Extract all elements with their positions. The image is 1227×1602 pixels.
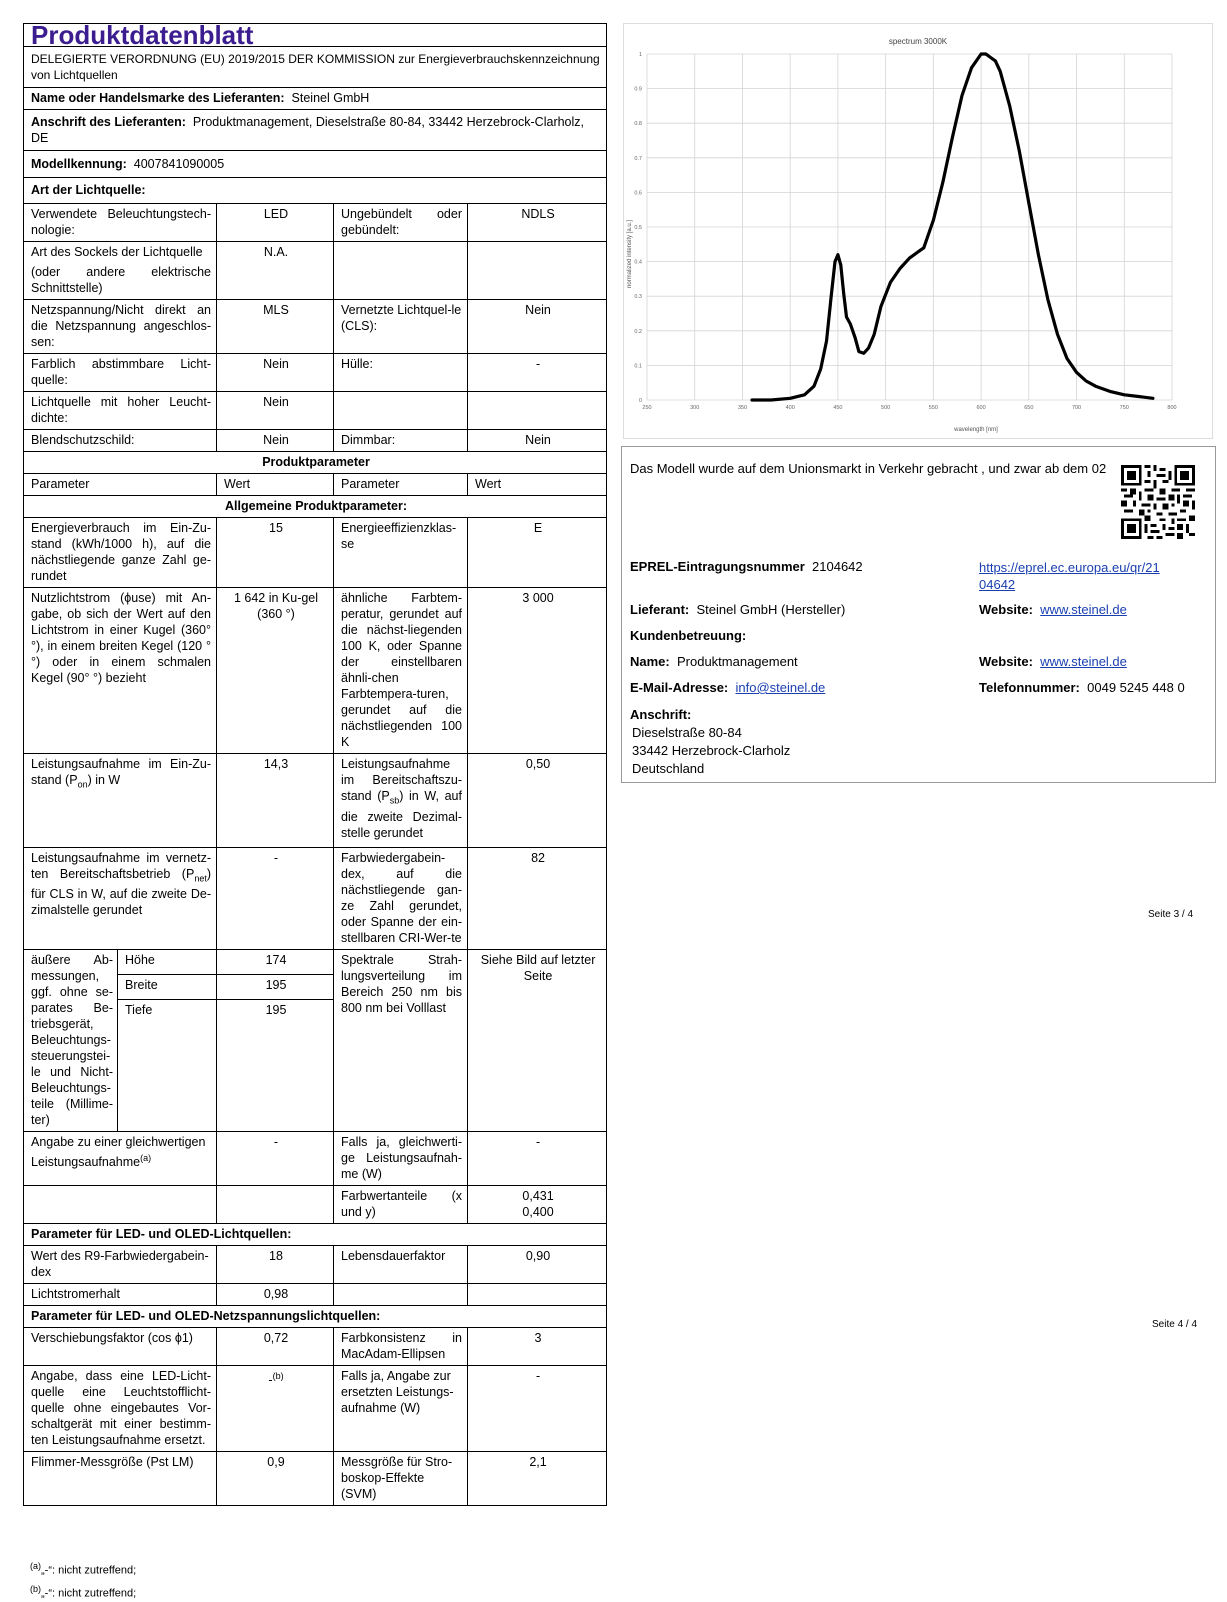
cfl-value-text: -	[268, 1372, 273, 1387]
socket-label	[24, 242, 217, 300]
depth-value: 195	[217, 999, 334, 1131]
page-number-3: Seite 3 / 4	[1148, 909, 1194, 920]
empty-cell	[468, 242, 607, 300]
bundled-value: NDLS	[468, 204, 607, 242]
cfl-label: Angabe, dass eine LED-Licht-quelle eine Leuchtstofflicht-quelle ohne eingebautes Vor-schaltgerät mit einer bestimm-ten Leistungsaufnahme ersetzt.	[24, 1365, 217, 1451]
supplier-info-row	[630, 602, 845, 617]
energy-value: 15	[217, 518, 334, 588]
strobe-value: 2,1	[468, 1451, 607, 1505]
data-sheet-table	[23, 20, 607, 1506]
model-label: Modellkennung:	[31, 157, 127, 171]
sheet-title: Produktdatenblatt	[24, 24, 607, 47]
footnote-b	[30, 1580, 136, 1602]
bundled-label: Ungebündelt oder gebündelt:	[334, 204, 468, 242]
empty-cell	[24, 1185, 217, 1223]
footnote-b-mark: (b)	[30, 1583, 41, 1594]
x-tick-label: 250	[642, 405, 652, 411]
strobe-label: Messgröße für Stro-boskop-Effekte (SVM)	[334, 1451, 468, 1505]
psb-label-unit: ) in W, auf die zweite Dezimal-stelle gerundet	[341, 789, 462, 840]
website-row	[979, 602, 1127, 617]
life-value: 0,90	[468, 1245, 607, 1283]
address-value: Produktmanagement, Dieselstraße 80-84, 33442 Herzebrock-Clarholz, DE	[31, 115, 585, 145]
equiv2-label: Falls ja, gleichwerti-ge Leistungsaufnah-me (W)	[334, 1131, 468, 1185]
x-tick-label: 550	[928, 405, 938, 411]
luminance-label: Lichtquelle mit hoher Leucht-dichte:	[24, 392, 217, 430]
model-value: 4007841090005	[133, 157, 225, 171]
supplier-row	[24, 88, 607, 110]
flux-label: Nutzlichtstrom (ϕuse) mit An-gabe, ob sich der Wert auf den Lichtstrom in einer Kugel (360° °), in einem breiten Kegel (120 °°) oder in einem schmalen Kegel (90° °) bezieht	[24, 588, 217, 754]
macadam-value: 3	[468, 1327, 607, 1365]
lieferant-label: Lieferant:	[630, 602, 690, 617]
y-tick-label: 0.3	[634, 294, 642, 301]
y-tick-label: 0.7	[634, 155, 642, 162]
flux-value: 1 642 in Ku-gel (360 °)	[217, 588, 334, 754]
empty-cell	[334, 392, 468, 430]
cri-value: 82	[468, 847, 607, 949]
chroma-y: 0,400	[522, 1204, 554, 1219]
pnet-value: -	[217, 847, 334, 949]
mains-label: Netzspannung/Nicht direkt an die Netzspannung angeschlos-sen:	[24, 300, 217, 354]
website2-link[interactable]: www.steinel.de	[1040, 654, 1127, 669]
address-heading: Anschrift:	[630, 707, 692, 722]
cct-value: 3 000	[468, 588, 607, 754]
address-line3: Deutschland	[632, 761, 705, 776]
x-tick-label: 700	[1071, 405, 1082, 411]
eprel-link[interactable]	[979, 559, 1160, 593]
col-header-value: Wert	[217, 474, 334, 496]
email-link[interactable]: info@steinel.de	[735, 680, 826, 695]
mains-params-heading: Parameter für LED- und OLED-Netzspannungslichtquellen:	[24, 1305, 607, 1327]
dimm-label: Dimmbar:	[334, 430, 468, 452]
r9-label: Wert des R9-Farbwiedergabein-dex	[24, 1245, 217, 1283]
website-link[interactable]: www.steinel.de	[1040, 602, 1127, 617]
pnet-label-unit: ) für CLS in W, auf die zweite De-zimalstelle gerundet	[31, 866, 211, 917]
page-number-4: Seite 4 / 4	[1152, 1319, 1198, 1330]
chroma-value	[468, 1185, 607, 1223]
x-tick-label: 650	[1024, 405, 1034, 411]
tunable-label: Farblich abstimmbare Licht-quelle:	[24, 354, 217, 392]
address-label: Anschrift des Lieferanten:	[31, 115, 186, 129]
glare-value: Nein	[217, 430, 334, 452]
x-axis-label: wavelength [nm]	[954, 427, 998, 433]
led-params-heading: Parameter für LED- und OLED-Lichtquellen:	[24, 1223, 607, 1245]
eprel-label: EPREL-Eintragungsnummer	[630, 559, 805, 574]
product-data-sheet	[23, 20, 606, 1506]
empty-cell	[334, 242, 468, 300]
col-header-value: Wert	[468, 474, 607, 496]
footnote-a-ref: (a)	[140, 1152, 152, 1163]
pnet-subscript: net	[194, 873, 207, 883]
model-row	[24, 151, 607, 178]
chart-gridlines	[647, 54, 1172, 400]
psb-subscript: sb	[389, 795, 400, 806]
depth-label: Tiefe	[118, 999, 217, 1131]
footnote-b-text: „-“: nicht zutreffend;	[41, 1587, 137, 1600]
pon-label-text: Leistungsaufnahme im Ein-Zu-stand (P	[31, 757, 211, 787]
regulation-text: DELEGIERTE VERORDNUNG (EU) 2019/2015 DER KOMMISSION zur Energieverbrauchskennzeichnung von Lichtquellen	[24, 47, 607, 88]
source-type-label: Art der Lichtquelle:	[24, 178, 607, 204]
website-label: Website:	[979, 602, 1033, 617]
email-row	[630, 680, 825, 695]
energy-label: Energieverbrauch im Ein-Zu-stand (kWh/1000 h), auf die nächstliegende ganze Zahl ge-rundet	[24, 518, 217, 588]
spectrum-chart-svg	[624, 24, 1212, 438]
website2-row	[979, 654, 1127, 669]
market-text: Das Modell wurde auf dem Unionsmarkt in Verkehr gebracht , und zwar ab dem 02	[630, 461, 1107, 476]
pon-value: 14,3	[217, 754, 334, 848]
mains-value: MLS	[217, 300, 334, 354]
product-params-heading: Produktparameter	[24, 452, 607, 474]
address-line1: Dieselstraße 80-84	[632, 725, 742, 740]
y-tick-label: 0.6	[634, 190, 642, 197]
chart-tick-labels	[634, 52, 1176, 411]
general-params-heading: Allgemeine Produktparameter:	[24, 496, 607, 518]
name-label: Name:	[630, 654, 670, 669]
luminance-value: Nein	[217, 392, 334, 430]
spectrum-label: Spektrale Strah-lungsverteilung im Bereich 250 nm bis 800 nm bei Volllast	[334, 949, 468, 1131]
footnotes	[30, 1557, 136, 1602]
tunable-value: Nein	[217, 354, 334, 392]
y-tick-label: 0.5	[634, 225, 642, 231]
x-tick-label: 800	[1167, 405, 1177, 411]
x-tick-label: 350	[737, 405, 748, 411]
cls-value: Nein	[468, 300, 607, 354]
eprel-value: 2104642	[812, 559, 863, 574]
lieferant-value: Steinel GmbH (Hersteller)	[696, 602, 846, 617]
customer-service-label: Kundenbetreuung:	[630, 628, 747, 643]
chart-title: spectrum 3000K	[888, 37, 948, 46]
empty-cell	[334, 1283, 468, 1305]
equiv-label-text: Angabe zu einer gleichwertigen Leistungsaufnahme	[31, 1134, 206, 1169]
address-block	[630, 706, 790, 778]
cfl2-value: -	[468, 1365, 607, 1451]
supplier-label: Name oder Handelsmarke des Lieferanten:	[31, 91, 285, 105]
height-label: Höhe	[118, 949, 217, 974]
pf-label: Verschiebungsfaktor (cos ϕ1)	[24, 1327, 217, 1365]
empty-cell	[468, 392, 607, 430]
flicker-label: Flimmer-Messgröße (Pst LM)	[24, 1451, 217, 1505]
x-tick-label: 750	[1119, 405, 1129, 411]
col-header-param: Parameter	[334, 474, 468, 496]
pf-value: 0,72	[217, 1327, 334, 1365]
cfl2-label: Falls ja, Angabe zur ersetzten Leistungs-aufnahme (W)	[334, 1365, 468, 1451]
spectrum-chart	[623, 23, 1213, 439]
macadam-label: Farbkonsistenz in MacAdam-Ellipsen	[334, 1327, 468, 1365]
dimm-value: Nein	[468, 430, 607, 452]
eclass-value: E	[468, 518, 607, 588]
tech-label: Verwendete Beleuchtungstech-nologie:	[24, 204, 217, 242]
y-tick-label: 0.4	[634, 259, 642, 266]
eclass-label: Energieeffizienzklas-se	[334, 518, 468, 588]
website2-label: Website:	[979, 654, 1033, 669]
width-value: 195	[217, 974, 334, 999]
qr-code[interactable]	[1121, 465, 1195, 539]
pnet-label	[24, 847, 217, 949]
eprel-link-line2[interactable]: 04642	[979, 577, 1016, 592]
phone-row	[979, 680, 1185, 695]
cri-label: Farbwiedergabein-dex, auf die nächstliegende gan-ze Zahl gerundet, oder Spanne der ein-stellbaren CRI-Wer-te	[334, 847, 468, 949]
footnote-b-ref: (b)	[272, 1370, 284, 1381]
phone-value: 0049 5245 448 0	[1087, 680, 1185, 695]
address-row	[24, 110, 607, 151]
cls-label: Vernetzte Lichtquel-le (CLS):	[334, 300, 468, 354]
psb-label-text: Leistungsaufnahme im Bereitschaftszu-stand (P	[341, 757, 462, 803]
equiv-label	[24, 1131, 217, 1185]
equiv2-value: -	[468, 1131, 607, 1185]
maint-value: 0,98	[217, 1283, 334, 1305]
y-tick-label: 0.8	[634, 121, 642, 128]
y-tick-label: 0.1	[634, 363, 642, 370]
socket-value: N.A.	[217, 242, 334, 300]
flicker-value: 0,9	[217, 1451, 334, 1505]
psb-label	[334, 754, 468, 848]
address-line2: 33442 Herzebrock-Clarholz	[632, 743, 791, 758]
x-tick-label: 400	[785, 405, 795, 411]
cct-label: ähnliche Farbtem-peratur, gerundet auf die nächst-liegenden 100 K, oder Spanne der einstellbaren ähnli-chen Farbtempera-turen, gerundet auf die nächstliegenden 100 K	[334, 588, 468, 754]
pon-label-unit: ) in W	[87, 773, 121, 787]
psb-value: 0,50	[468, 754, 607, 848]
x-tick-label: 300	[690, 405, 700, 411]
width-label: Breite	[118, 974, 217, 999]
supplier-value: Steinel GmbH	[291, 91, 370, 105]
chroma-x: 0,431	[522, 1188, 554, 1203]
cfl-value	[217, 1365, 334, 1451]
phone-label: Telefonnummer:	[979, 680, 1080, 695]
pnet-label-text: Leistungsaufnahme im vernetz-ten Bereitschaftsbetrieb (P	[31, 850, 211, 881]
x-tick-label: 500	[881, 405, 891, 411]
r9-value: 18	[217, 1245, 334, 1283]
envelope-value: -	[468, 354, 607, 392]
envelope-label: Hülle:	[334, 354, 468, 392]
footnote-a-text: „-“: nicht zutreffend;	[41, 1564, 137, 1577]
socket-label-line1: Art des Sockels der Lichtquelle	[31, 245, 203, 259]
y-tick-label: 0	[638, 398, 642, 404]
name-value: Produktmanagement	[676, 654, 798, 669]
y-tick-label: 0.9	[634, 86, 642, 93]
col-header-param: Parameter	[24, 474, 217, 496]
pon-label	[24, 754, 217, 848]
spectrum-value: Siehe Bild auf letzter Seite	[468, 949, 607, 1131]
maint-label: Lichtstromerhalt	[24, 1283, 217, 1305]
glare-label: Blendschutzschild:	[24, 430, 217, 452]
empty-cell	[217, 1185, 334, 1223]
footnote-a-mark: (a)	[30, 1561, 41, 1571]
footnote-a	[30, 1557, 136, 1580]
dims-label: äußere Ab-messungen, ggf. ohne se-parates Be-triebsgerät, Beleuchtungs-steuerungstei-le und Nicht-Beleuchtungs-teile (Millime-ter)	[24, 949, 118, 1131]
empty-cell	[468, 1283, 607, 1305]
height-value: 174	[217, 949, 334, 974]
socket-label-line2: (oder andere elektrische Schnittstelle)	[31, 265, 211, 295]
chroma-label: Farbwertanteile (x und y)	[334, 1185, 468, 1223]
eprel-link-line1[interactable]: https://eprel.ec.europa.eu/qr/21	[979, 560, 1160, 575]
equiv-value: -	[217, 1131, 334, 1185]
x-tick-label: 450	[833, 405, 843, 411]
tech-value: LED	[217, 204, 334, 242]
name-row	[630, 654, 798, 669]
y-axis-label: normalized intensity [a.u.]	[627, 219, 633, 289]
email-label: E-Mail-Adresse:	[630, 680, 729, 695]
pon-subscript: on	[77, 779, 88, 790]
life-label: Lebensdauerfaktor	[334, 1245, 468, 1283]
eprel-row	[630, 559, 863, 574]
y-tick-label: 0.2	[634, 328, 642, 335]
y-tick-label: 1	[638, 52, 642, 58]
x-tick-label: 600	[976, 405, 986, 411]
